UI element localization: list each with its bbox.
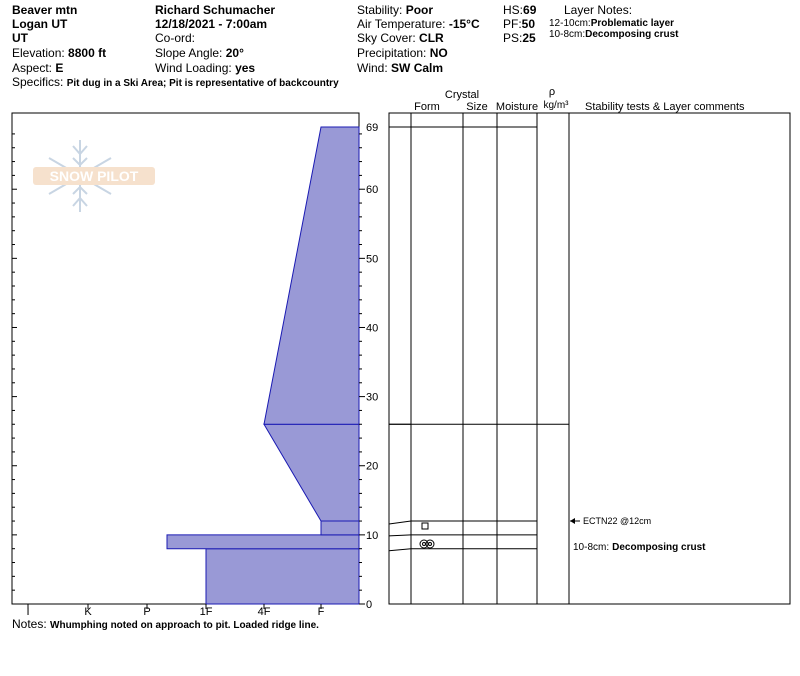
depth-label: 20 [366,460,379,473]
hardness-layer-0 [206,549,359,604]
region: Logan UT [12,17,68,31]
col-comments-header: Stability tests & Layer comments [585,101,745,113]
slope-label: Slope Angle: [155,46,223,60]
layer-notes-title: Layer Notes: [564,3,633,17]
hs-value: 69 [523,3,537,17]
stability-label: Stability: [357,3,403,17]
layer-note-1-range: 12-10cm: [549,18,591,29]
depth-label: 10 [366,529,379,542]
layer-note-2-range: 10-8cm: [549,29,586,40]
snowpilot-logo [33,140,155,212]
layer-comment-text: Decomposing crust [612,542,706,553]
elevation-value: 8800 ft [68,46,107,60]
datetime: 12/18/2021 - 7:00am [155,17,268,31]
wind-loading-value: yes [235,61,256,75]
layer-note-1-text: Problematic layer [590,18,675,29]
facet-square-icon [422,523,428,529]
hardness-layer-3 [264,424,359,521]
location: Beaver mtn [12,3,78,17]
pf-value: 50 [521,17,536,31]
hardness-layer-2 [321,521,359,535]
specifics-label: Specifics: [12,75,64,89]
depth-label: 40 [366,322,379,335]
hs-label: HS: [503,3,524,17]
hardness-label: P [143,606,151,618]
melt-freeze-icon [420,540,434,548]
aspect-value: E [55,61,64,75]
layer-table-frame [389,113,790,604]
hardness-label: I [26,606,30,618]
layer-note-2-text: Decomposing crust [585,29,679,40]
stability-value: Poor [405,3,434,17]
col-density-unit: kg/m³ [543,100,569,111]
air-temp-value: -15°C [448,17,480,31]
hardness-layer-4 [264,127,359,424]
hardness-label: K [84,606,92,618]
coordinates: Co-ord: [155,31,196,45]
stability-test-result: ECTN22 @12cm [583,516,652,526]
wind-label: Wind: [357,61,388,75]
wind-value: SW Calm [391,61,444,75]
precip-label: Precipitation: [357,46,427,60]
hardness-label: 4F [257,606,271,618]
precip-value: NO [429,46,448,60]
hardness-label: 1F [199,606,213,618]
hardness-layer-1 [167,535,359,549]
aspect-label: Aspect: [12,61,53,75]
col-moisture-header: Moisture [495,101,539,113]
pf-label: PF: [503,17,522,31]
col-form-header: Form [414,101,440,113]
layer-boundary-lines [389,127,569,551]
depth-label: 0 [366,599,373,611]
depth-label: 50 [366,253,379,266]
slope-value: 20° [225,46,244,60]
state: UT [12,31,28,45]
notes [12,617,319,633]
col-crystal-header: Crystal [444,89,480,101]
notes-label: Notes: [12,617,47,631]
notes-text: Whumphing noted on approach to pit. Loaded ridge line. [50,620,319,631]
hardness-layers [167,127,359,604]
layer-comment [573,542,706,553]
ps-value: 25 [522,31,536,45]
boundary-connector [389,521,411,524]
sky-value: CLR [419,31,444,45]
depth-label: 60 [366,184,379,197]
col-rho-header: ρ [548,86,556,98]
elevation-label: Elevation: [12,46,65,60]
wind-loading-label: Wind Loading: [155,61,232,75]
sky-label: Sky Cover: [357,31,416,45]
air-temp-label: Air Temperature: [357,17,446,31]
boundary-connector [389,549,411,551]
arrow-head-icon [570,518,575,524]
observer: Richard Schumacher [155,3,276,17]
boundary-connector [389,535,411,536]
depth-label: 69 [366,122,379,134]
specifics-value: Pit dug in a Ski Area; Pit is representative of backcountry [66,78,339,89]
hardness-axis [26,604,324,618]
hardness-label: F [317,606,325,618]
logo-text: SNOW PILOT [49,168,139,184]
ps-label: PS: [503,31,523,45]
col-size-header: Size [466,101,488,113]
depth-label: 30 [366,391,379,404]
layer-comment-range: 10-8cm: [573,542,610,553]
